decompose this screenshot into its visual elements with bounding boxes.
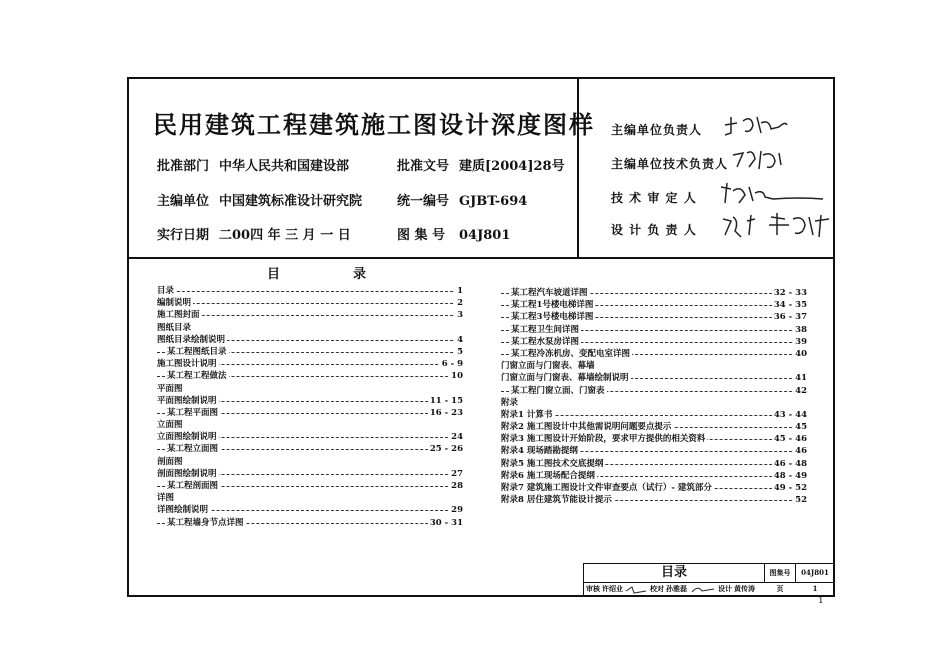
toc-entry [501,299,807,311]
signature-role: 技 术 审 定 人 [611,191,697,205]
toc-entry-label: 某工程工程做法 [167,371,227,382]
handwritten-signature-icon [721,111,791,139]
toc-entry-label: 附录5 施工图技术交底提纲 [501,458,604,469]
toc-entry-label: 附录2 施工图设计中其他需说明问题要点提示 [501,422,672,433]
toc-entry-page: 32 - 33 [773,288,807,298]
toc-entry [501,445,807,457]
toc-entry-page: 27 [451,468,463,479]
toc-entry-label: 剖面图绘制说明 [157,468,217,479]
toc-entry [501,458,807,470]
toc-right-column [501,287,807,506]
toc-entry-page: 34 - 35 [773,300,807,311]
toc-entry [157,346,463,358]
toc-entry-page: 46 - 48 [773,458,807,469]
toc-entry-page: 10 [451,371,463,382]
toc-entry-label: 编制说明 [157,298,192,309]
info-key: 批准部门 [157,159,210,174]
toc-entry [157,431,463,443]
toc-entry-label: 剖面图 [157,456,183,467]
info-row-editor [157,190,527,209]
toc-entry-page: 45 - 46 [773,434,807,445]
toc-entry-label: 附录3 施工图设计开始阶段，要求甲方提供的相关资料 [501,434,706,445]
toc-entry [501,311,807,323]
toc-entry [157,285,463,297]
info-key: 统一编号 [397,194,450,209]
toc-entry-page: 16 - 23 [429,407,463,418]
toc-entry-label: 平面图 [157,383,183,394]
toc-leader [157,303,463,304]
toc-entry-page: 45 [795,422,807,433]
toc-leader [157,315,463,316]
toc-entry-label: 某工程剖面图 [167,481,219,491]
toc-entry-page: 25 - 26 [429,444,463,455]
toc-entry [501,287,807,299]
toc-entry [157,456,463,468]
toc-entry-label: 某工程门窗立面、门窗表 [511,385,605,396]
toc-entry-page: 24 [451,432,463,443]
toc-entry-page: 42 [795,385,807,396]
review-signature-icon [624,583,648,595]
signature-row [611,189,697,206]
toc-entry-label: 附录1 计算书 [501,409,553,420]
signature-row [611,221,697,238]
toc-entry [157,407,463,419]
toc-entry-page: 2 [457,298,463,309]
toc-entry [157,395,463,407]
atlas-label: 图集号 [765,564,796,583]
toc-entry-label: 某工程卫生间详图 [511,324,580,335]
toc-entry [157,443,463,455]
toc-entry-label: 某工程3号楼电梯详图 [511,312,594,323]
toc-entry [501,421,807,433]
signature-row [611,155,728,172]
toc-entry-page: 6 - 9 [441,359,463,370]
design-name: 黄传涛 [734,584,755,593]
header-info [129,79,595,257]
toc-entry [501,348,807,360]
toc-entry-page: 30 - 31 [429,517,463,528]
toc-entry-label: 详图 [157,493,175,504]
info-value: GJBT-694 [459,194,528,209]
info-key: 实行日期 [157,228,210,243]
handwritten-signature-icon [719,211,839,241]
drawing-frame [127,77,835,597]
info-row-approval [157,155,565,174]
toc-entry-label: 门窗立面与门窗表、幕墙 [501,361,595,372]
toc-entry-page: 1 [457,286,463,296]
check-name: 孙雅磊 [666,584,687,593]
design-label: 设计 [718,584,732,593]
toc-entry-label: 附录6 施工现场配合提纲 [501,470,595,481]
toc-entry-page: 4 [457,334,463,345]
toc-left-column [157,285,463,529]
toc-entry-page: 36 - 37 [773,312,807,323]
info-value: 建质[2004]28号 [459,159,565,174]
check-signature-icon [690,583,716,595]
toc-entry-label: 附录7 建筑施工图设计文件审查要点（试行）- 建筑部分 [501,483,712,493]
toc-entry [501,409,807,421]
info-value: 04J801 [459,228,511,243]
info-row-date [157,224,510,243]
toc-entry-page: 38 [795,324,807,335]
toc-entry [501,397,807,409]
toc-entry-label: 附录4 现场踏勘提纲 [501,446,578,457]
toc-leader [157,291,463,292]
toc-entry-page: 49 - 52 [773,483,807,493]
signature-role: 设 计 负 责 人 [611,223,697,237]
toc-title-right: 录 [353,267,367,282]
toc-entry [157,383,463,395]
toc-entry [501,494,807,506]
header [129,79,833,259]
review-label: 审核 [586,584,600,593]
toc-entry-label: 图纸目录绘制说明 [157,334,226,345]
toc-entry [501,470,807,482]
toc-entry-page: 29 [451,505,463,516]
info-key: 批准文号 [397,159,450,174]
toc-section [129,257,833,595]
toc-entry-label: 详图绘制说明 [157,505,209,516]
toc-entry [157,297,463,309]
toc-entry-page: 41 [795,373,807,384]
toc-entry-label: 施工图封面 [157,310,200,321]
toc-entry [157,517,463,529]
info-value: 中国建筑标准设计研究院 [219,194,363,209]
toc-title-left: 目 [267,267,281,282]
toc-entry-label: 立面图绘制说明 [157,432,217,443]
toc-entry-label: 立面图 [157,420,183,431]
toc-entry-label: 附录8 居住建筑节能设计提示 [501,495,612,506]
toc-entry [501,433,807,445]
toc-entry-page: 48 - 49 [773,470,807,481]
toc-entry [157,468,463,480]
toc-entry-label: 某工程1号楼电梯详图 [511,300,594,311]
toc-entry [501,324,807,336]
toc-entry-page: 11 - 15 [429,395,463,406]
toc-entry-label: 某工程水泵房详图 [511,336,580,347]
check-label: 校对 [650,584,664,593]
toc-entry-page: 28 [451,481,463,491]
toc-entry-label: 平面图绘制说明 [157,395,217,406]
toc-entry-label: 附录 [501,397,519,408]
toc-entry [501,360,807,372]
toc-entry [501,372,807,384]
signature-role: 主编单位技术负责人 [611,157,729,171]
toc-entry [157,419,463,431]
toc-entry [501,482,807,494]
toc-entry [157,358,463,370]
toc-entry-label: 某工程立面图 [167,444,219,455]
toc-entry-label: 门窗立面与门窗表、幕墙绘制说明 [501,373,629,384]
page-title: 民用建筑工程建筑施工图设计深度图样 [153,110,595,139]
toc-entry [157,334,463,346]
handwritten-signature-icon [729,145,799,173]
toc-entry-label: 某工程图纸目录 [167,346,227,357]
signature-role: 主编单位负责人 [611,123,703,137]
info-key: 主编单位 [157,194,210,209]
title-block-name: 目录 [584,564,765,583]
toc-entry-page: 39 [795,336,807,347]
page-label: 页 [776,584,784,593]
toc-entry-label: 某工程冷冻机房、变配电室详图 [511,348,631,359]
info-key: 图 集 号 [397,228,446,243]
toc-entry [157,492,463,504]
toc-entry-page: 43 - 44 [773,409,807,420]
toc-entry [157,480,463,492]
info-value: 二00四 年 三 月 一 日 [219,228,351,243]
info-value: 中华人民共和国建设部 [219,159,350,174]
handwritten-signature-icon [719,179,829,207]
toc-entry-page: 5 [457,346,463,357]
toc-entry [157,322,463,334]
toc-entry-page: 3 [457,310,463,321]
page-value: 1 [812,584,818,593]
toc-entry-label: 某工程汽车坡道详图 [511,288,588,298]
atlas-value: 04J801 [796,564,834,583]
toc-entry [501,336,807,348]
toc-entry-page: 40 [795,348,807,359]
toc-entry-label: 图纸目录 [157,322,192,333]
toc-entry-page: 52 [795,495,807,506]
toc-entry-page: 46 [795,446,807,457]
title-block [583,563,834,596]
toc-entry [501,385,807,397]
review-name: 许绍业 [602,584,623,593]
signature-row [611,121,702,138]
toc-entry-label: 某工程平面图 [167,407,219,418]
toc-entry-label: 某工程墙身节点详图 [167,517,244,528]
page-number: 1 [818,596,824,606]
toc-entry [157,309,463,321]
toc-entry [157,504,463,516]
toc-entry-label: 施工图设计说明 [157,359,217,370]
toc-entry [157,370,463,382]
toc-entry-label: 目录 [157,286,175,296]
